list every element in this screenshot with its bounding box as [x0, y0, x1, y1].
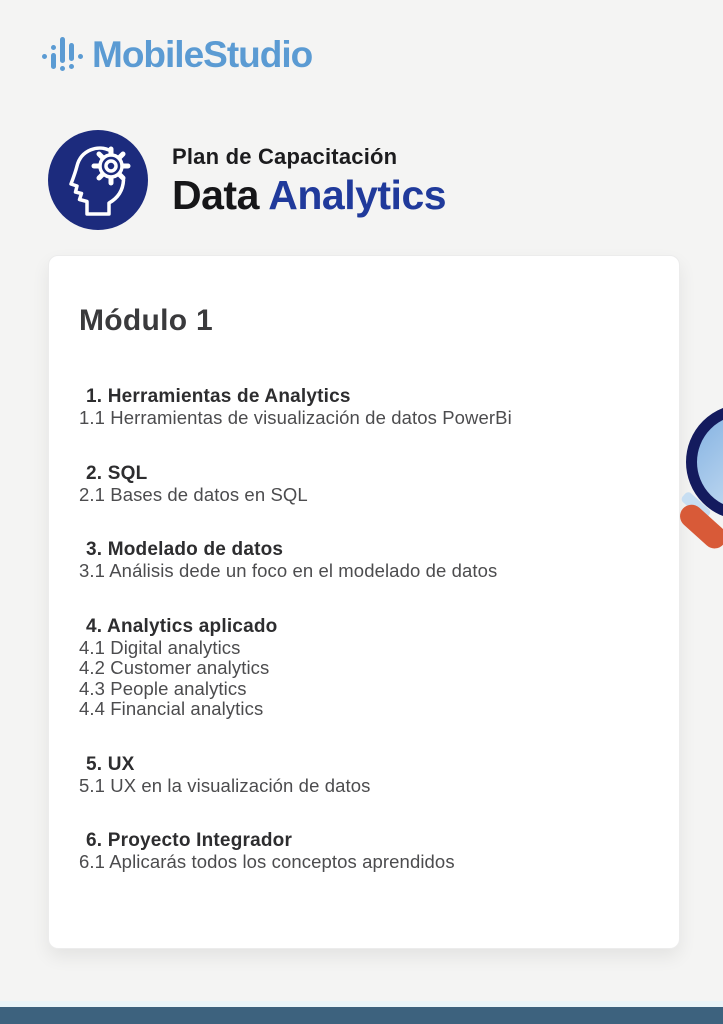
section-item: 2.1 Bases de datos en SQL	[79, 483, 308, 505]
module-section-2	[79, 463, 649, 506]
section-heading: 4. Analytics aplicado	[86, 615, 278, 637]
hero-eyebrow: Plan de Capacitación	[172, 143, 398, 169]
section-heading: 2. SQL	[86, 462, 148, 484]
module-card	[48, 255, 680, 949]
section-heading: 1. Herramientas de Analytics	[86, 386, 351, 407]
module-section-4	[79, 616, 649, 720]
hero-header	[48, 130, 446, 230]
footer-bar	[0, 1007, 723, 1024]
section-item: 5.1 UX en la visualización de datos	[79, 774, 371, 796]
section-item: 4.4 Financial analytics	[79, 698, 264, 719]
brand-logo	[42, 30, 312, 80]
page-title	[172, 173, 446, 217]
section-item: 4.1 Digital analytics	[79, 636, 241, 658]
head-gear-icon	[48, 130, 148, 230]
waveform-bar	[60, 37, 65, 71]
section-heading: 3. Modelado de datos	[86, 539, 284, 560]
section-item: 1.1 Herramientas de visualización de datos PowerBi	[79, 407, 512, 428]
module-section-5	[79, 754, 649, 797]
hero-text	[172, 144, 446, 217]
title-word-analytics: Analytics	[268, 171, 447, 218]
head-gear-badge	[48, 130, 148, 230]
section-heading: 6. Proyecto Integrador	[86, 830, 293, 851]
module-section-1	[79, 386, 649, 429]
section-item: 3.1 Análisis dede un foco en el modelado de datos	[79, 560, 498, 581]
section-heading: 5. UX	[86, 753, 135, 775]
section-item: 6.1 Aplicarás todos los conceptos aprendidos	[79, 851, 455, 872]
module-section-6	[79, 830, 649, 873]
title-word-data: Data	[172, 171, 259, 218]
module-title: Módulo 1	[79, 304, 214, 337]
waveform-bar	[51, 45, 56, 69]
logo-text: MobileStudio	[92, 34, 313, 75]
waveform-dot	[78, 54, 83, 59]
section-item: 4.3 People analytics	[79, 677, 247, 699]
waveform-bar	[69, 43, 74, 69]
section-item: 4.2 Customer analytics	[79, 657, 270, 678]
waveform-dot	[42, 54, 47, 59]
module-section-3	[79, 539, 649, 582]
waveform-icon	[42, 31, 83, 79]
